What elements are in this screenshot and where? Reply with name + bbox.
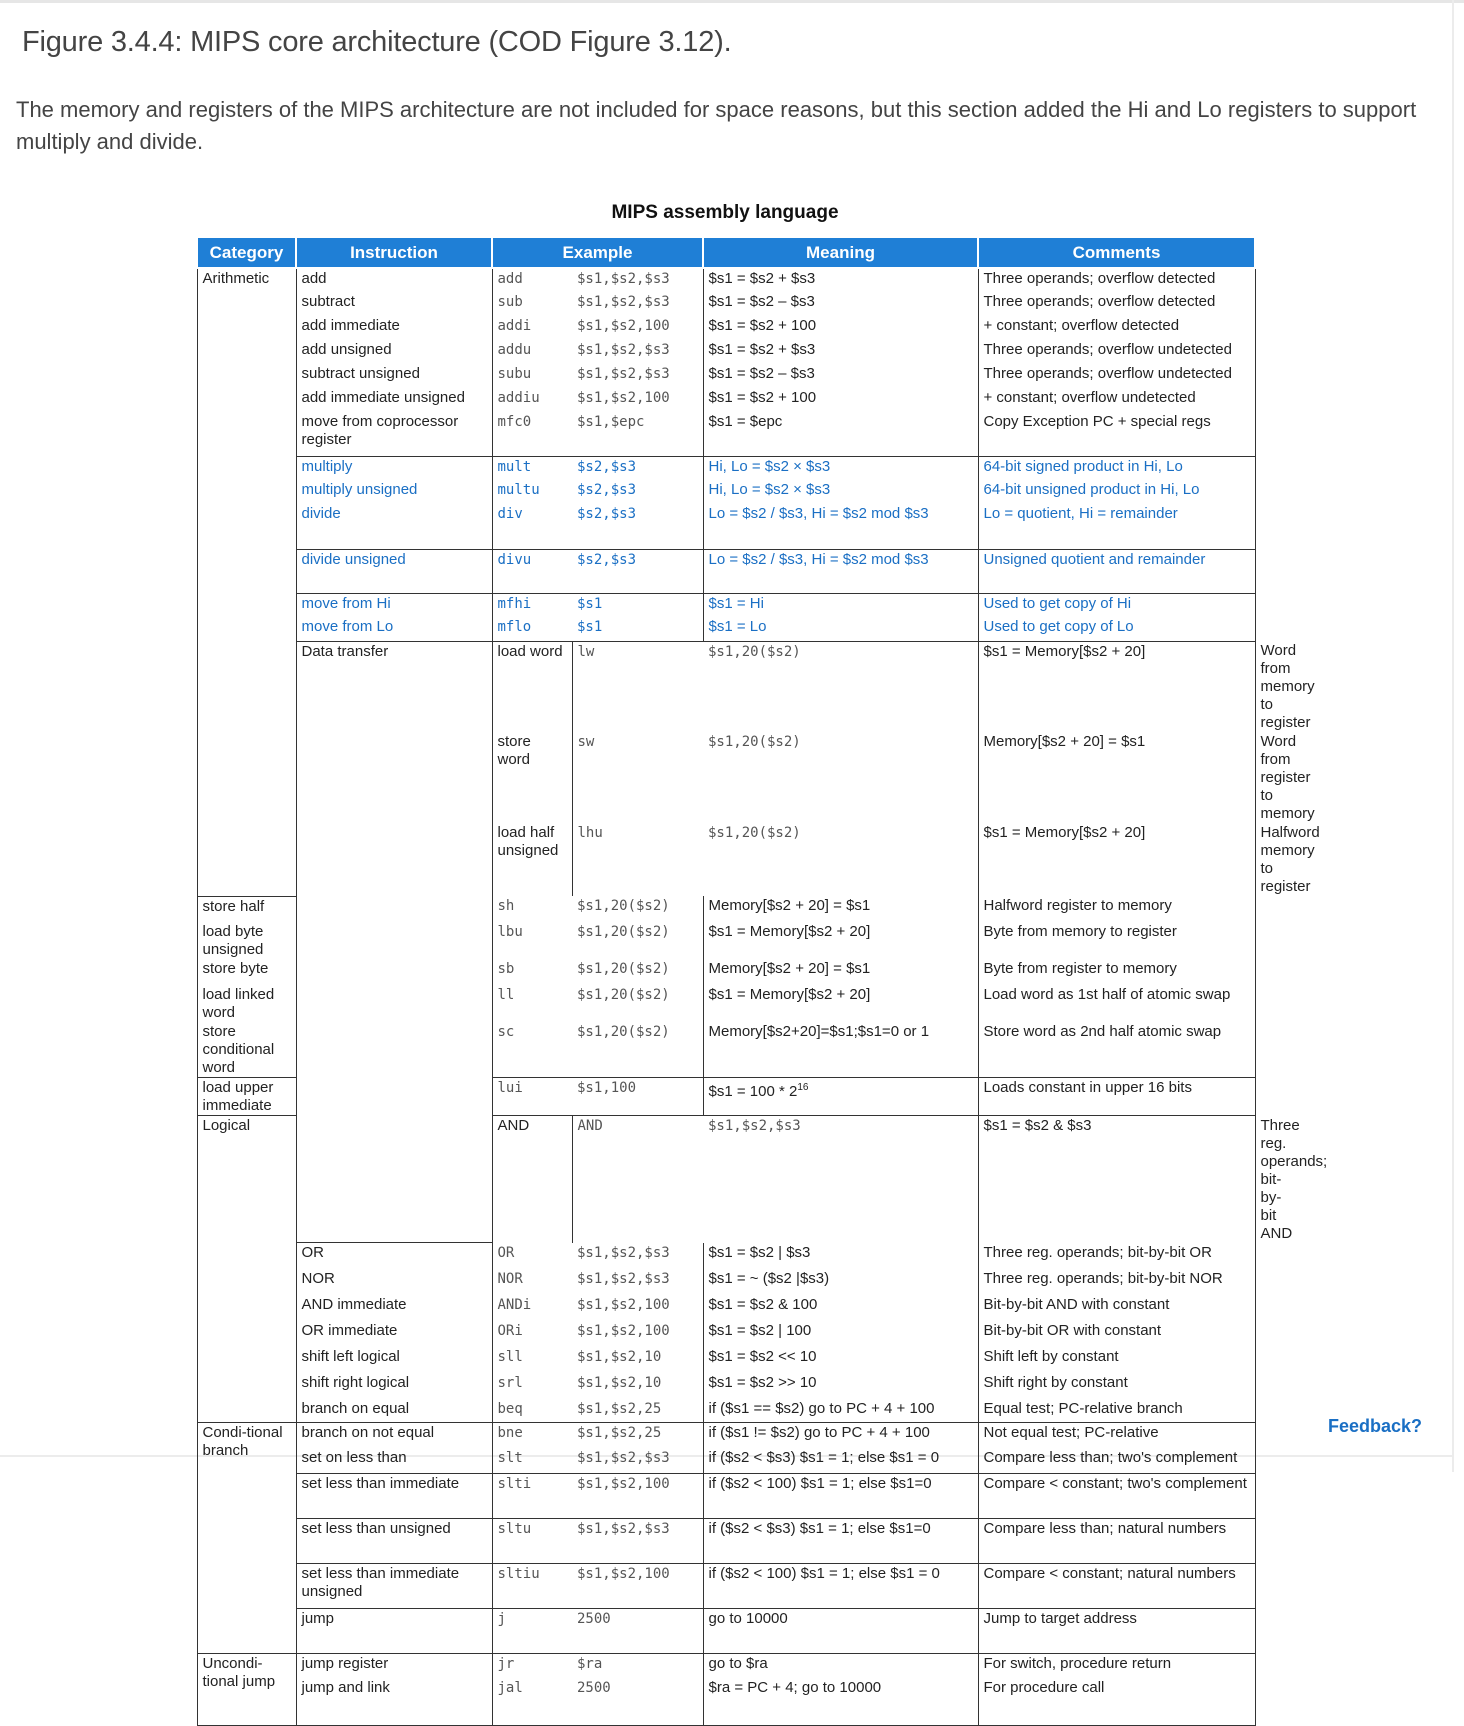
instruction-cell: move from coprocessor register (296, 412, 492, 456)
opcode-cell: ANDi (492, 1295, 572, 1321)
meaning-cell: go to $ra (703, 1654, 978, 1678)
opcode-cell: mflo (492, 617, 572, 641)
mips-table (196, 238, 1328, 1726)
category-cell: Condi-tional branch (197, 1423, 296, 1654)
comment-cell: For procedure call (978, 1678, 1255, 1702)
operands-cell: $s1,$s2,$s3 (572, 1448, 703, 1474)
meaning-cell: $s1 = $s2 – $s3 (703, 364, 978, 388)
table-row (197, 1448, 1255, 1474)
instruction-cell: jump (296, 1609, 492, 1654)
table-row (197, 1243, 1255, 1269)
opcode-cell: j (492, 1609, 572, 1654)
instruction-cell: branch on not equal (296, 1423, 492, 1448)
comment-cell: Copy Exception PC + special regs (978, 412, 1255, 456)
instruction-cell: set less than unsigned (296, 1519, 492, 1564)
meaning-cell: $s1 = Lo (703, 617, 978, 641)
instruction-cell: subtract unsigned (296, 364, 492, 388)
comment-cell: Compare less than; natural numbers (978, 1519, 1255, 1564)
instruction-cell: add (296, 268, 492, 292)
table-row (197, 1269, 1255, 1295)
comment-cell: Compare < constant; two's complement (978, 1474, 1255, 1519)
operands-cell: $s1,20($s2) (577, 961, 670, 977)
meaning-cell: $s1 = Memory[$s2 + 20] (703, 922, 978, 959)
table-row (197, 340, 1255, 364)
instruction-cell: set on less than (296, 1448, 492, 1474)
meaning-cell: if ($s2 < $s3) $s1 = 1; else $s1 = 0 (703, 1448, 978, 1474)
category-cell: Arithmetic (197, 268, 296, 896)
opcode-cell: multu (492, 480, 572, 504)
operands-cell: $s1,$s2,$s3 (572, 268, 703, 292)
opcode-cell: jr (492, 1654, 572, 1678)
operands-cell: $s1 (572, 617, 703, 641)
opcode-cell: slti (492, 1474, 572, 1519)
meaning-cell: Lo = $s2 / $s3, Hi = $s2 mod $s3 (703, 549, 978, 593)
instruction-cell: move from Lo (296, 617, 492, 641)
operands-cell: $s1,$s2,$s3 (577, 342, 670, 358)
operands-cell: $s1,$s2,$s3 (577, 1270, 670, 1287)
comment-cell: + constant; overflow detected (978, 316, 1255, 340)
opcode-cell: mfhi (492, 593, 572, 617)
operands-cell: $s2,$s3 (572, 549, 703, 593)
meaning-cell: $s1 = $s2 | $s3 (703, 1243, 978, 1269)
operands-cell: $s1,20($s2) (577, 924, 670, 940)
meaning-cell: $s1 = $s2 + 100 (703, 316, 978, 340)
meaning-cell: $s1 = $s2 – $s3 (703, 292, 978, 316)
instruction-cell: load half unsigned (492, 823, 572, 896)
instruction-cell: AND (492, 1116, 572, 1243)
comment-cell: Compare less than; two's complement (978, 1448, 1255, 1474)
meaning-cell: $s1 = $s2 | 100 (703, 1321, 978, 1347)
header-meaning: Meaning (703, 238, 978, 268)
table-title: MIPS assembly language (611, 202, 839, 223)
instruction-cell: add unsigned (296, 340, 492, 364)
instruction-cell: store word (492, 732, 572, 823)
meaning-cell: Memory[$s2 + 20] = $s1 (703, 896, 978, 922)
header-instruction: Instruction (296, 238, 492, 268)
meaning-cell: $ra = PC + 4; go to 10000 (703, 1678, 978, 1702)
opcode-cell: div (492, 504, 572, 549)
meaning-cell: $s1 = $s2 << 10 (703, 1347, 978, 1373)
comment-cell: Byte from memory to register (978, 922, 1255, 959)
table-row (197, 388, 1255, 412)
operands-cell: $s1,20($s2) (577, 987, 670, 1003)
comment-cell: Load word as 1st half of atomic swap (978, 985, 1255, 1022)
comment-cell: Loads constant in upper 16 bits (978, 1078, 1255, 1116)
table-row (197, 1347, 1255, 1373)
comment-cell: Not equal test; PC-relative (978, 1423, 1255, 1448)
operands-cell: $s1,$epc (572, 412, 703, 456)
table-row (197, 1654, 1255, 1678)
opcode-cell: addi (492, 316, 572, 340)
opcode-cell: NOR (492, 1269, 572, 1295)
meaning-cell: $s1 = ~ ($s2 |$s3) (703, 1269, 978, 1295)
meaning-cell: $s1 = $s2 + $s3 (703, 340, 978, 364)
meaning-cell: $s1 = $s2 & $s3 (978, 1116, 1255, 1243)
top-border (0, 0, 1464, 3)
meaning-cell: $s1 = $s2 + $s3 (703, 268, 978, 292)
operands-cell: $s1,$s2,$s3 (577, 1244, 670, 1261)
instruction-cell: store byte (197, 959, 296, 985)
meaning-cell: $s1 = $100 * 2^{16}$ (703, 1078, 978, 1116)
opcode-cell: lw (572, 641, 703, 732)
operands-cell: 2500 (577, 1679, 611, 1696)
opcode-cell: ll (492, 985, 572, 1022)
meaning-cell: Lo = $s2 / $s3, Hi = $s2 mod $s3 (703, 504, 978, 549)
opcode-cell: divu (492, 549, 572, 593)
comment-cell: 64-bit signed product in Hi, Lo (978, 456, 1255, 480)
instruction-cell: load linked word (197, 985, 296, 1022)
operands-cell: $s2,$s3 (577, 458, 637, 475)
table-row (197, 1702, 1255, 1726)
table-row (197, 1295, 1255, 1321)
table-row: Logical AND AND $s1,$s2,$s3 $s1 = $s2 & $s3 Three reg. operands; bit-by-bit AND (197, 1116, 1255, 1243)
opcode-cell: sltiu (492, 1564, 572, 1609)
operands-cell: $s1,$s2,25 (577, 1425, 662, 1441)
opcode-cell: AND (572, 1116, 703, 1243)
meaning-cell: $s1 = $s2 >> 10 (703, 1373, 978, 1399)
comment-cell: Jump to target address (978, 1609, 1255, 1654)
table-row (197, 1399, 1255, 1423)
instruction-cell: add immediate unsigned (296, 388, 492, 412)
opcode-cell: lhu (572, 823, 703, 896)
instruction-cell: jump register (296, 1654, 492, 1678)
meaning-cell: if ($s2 < 100) $s1 = 1; else $s1=0 (703, 1474, 978, 1519)
operands-cell: $s2,$s3 (572, 504, 703, 549)
opcode-cell (492, 1702, 572, 1726)
meaning-cell: Memory[$s2 + 20] = $s1 (978, 732, 1255, 823)
comment-cell: Used to get copy of Hi (978, 593, 1255, 617)
opcode-cell: bne (492, 1423, 572, 1448)
comment-cell: + constant; overflow undetected (978, 388, 1255, 412)
table-row (197, 268, 1255, 292)
operands-cell: $s1,100 (572, 1078, 703, 1116)
opcode-cell: sc (492, 1022, 572, 1078)
meaning-cell: if ($s2 < $s3) $s1 = 1; else $s1=0 (703, 1519, 978, 1564)
opcode-cell: sh (492, 896, 572, 922)
comment-cell: Bit-by-bit OR with constant (978, 1321, 1255, 1347)
operands-cell: $s1,20($s2) (708, 734, 801, 750)
operands-cell: $s1,$s2,100 (577, 1296, 670, 1313)
operands-cell (572, 1702, 703, 1726)
table-row (197, 364, 1255, 388)
category-cell: Data transfer (296, 641, 492, 1243)
table-row (197, 593, 1255, 617)
table-row (197, 1609, 1255, 1654)
meaning-cell: if ($s1 != $s2) go to PC + 4 + 100 (703, 1423, 978, 1448)
meaning-cell: Hi, Lo = $s2 × $s3 (703, 480, 978, 504)
opcode-cell: sll (492, 1347, 572, 1373)
opcode-cell: sltu (492, 1519, 572, 1564)
comment-cell: Bit-by-bit AND with constant (978, 1295, 1255, 1321)
instruction-cell (296, 1702, 492, 1726)
comment-cell: 64-bit unsigned product in Hi, Lo (978, 480, 1255, 504)
table-row (197, 1519, 1255, 1564)
comment-cell: Three operands; overflow undetected (978, 340, 1255, 364)
meaning-cell: Memory[$s2+20]=$s1;$s1=0 or 1 (703, 1022, 978, 1078)
comment-cell: Lo = quotient, Hi = remainder (978, 504, 1255, 549)
opcode-cell: slt (492, 1448, 572, 1474)
meaning-cell: $s1 = $epc (703, 412, 978, 456)
comment-cell: Three reg. operands; bit-by-bit NOR (978, 1269, 1255, 1295)
meaning-cell: if ($s2 < 100) $s1 = 1; else $s1 = 0 (703, 1564, 978, 1609)
comment-cell: Three operands; overflow detected (978, 268, 1255, 292)
meaning-cell: if ($s1 == $s2) go to PC + 4 + 100 (703, 1399, 978, 1423)
table-row (197, 292, 1255, 316)
instruction-cell: move from Hi (296, 593, 492, 617)
meaning-cell: $s1 = Hi (703, 593, 978, 617)
opcode-cell: jal (492, 1678, 572, 1702)
meaning-cell: $s1 = $s2 & 100 (703, 1295, 978, 1321)
table-row: store word sw $s1,20($s2) Memory[$s2 + 20] = $s1 Word from register to memory (197, 732, 1255, 823)
instruction-cell: load word (492, 641, 572, 732)
figure-title: Figure 3.4.4: MIPS core architecture (COD Figure 3.12). (22, 26, 732, 58)
meaning-cell: $s1 = Memory[$s2 + 20] (978, 823, 1255, 896)
opcode-cell: subu (492, 364, 572, 388)
table-row (197, 549, 1255, 593)
opcode-cell: sb (492, 959, 572, 985)
operands-cell: $s1,$s2,10 (577, 1348, 662, 1365)
operands-cell: $s1,$s2,$s3 (577, 294, 670, 310)
opcode-cell: lui (492, 1078, 572, 1116)
header-category: Category (197, 238, 296, 268)
instruction-cell: subtract (296, 292, 492, 316)
meaning-cell: Memory[$s2 + 20] = $s1 (703, 959, 978, 985)
instruction-cell: AND immediate (296, 1295, 492, 1321)
operands-cell: $s1,$s2,$s3 (577, 366, 670, 382)
comment-cell: Byte from register to memory (978, 959, 1255, 985)
comment-cell: Three operands; overflow detected (978, 292, 1255, 316)
comment-cell: Compare < constant; natural numbers (978, 1564, 1255, 1609)
operands-cell: $s1,$s2,100 (572, 1564, 703, 1609)
operands-cell: $s1,20($s2) (708, 825, 801, 841)
comment-cell: Three operands; overflow undetected (978, 364, 1255, 388)
operands-cell: $s1,20($s2) (572, 1022, 703, 1078)
instruction-cell: multiply (296, 456, 492, 480)
comment-cell: Store word as 2nd half atomic swap (978, 1022, 1255, 1078)
comment-cell: Unsigned quotient and remainder (978, 549, 1255, 593)
comment-cell: Shift left by constant (978, 1347, 1255, 1373)
table-row (197, 480, 1255, 504)
operands-cell: $s1,$s2,25 (572, 1399, 703, 1423)
operands-cell: $s1,$s2,100 (577, 318, 670, 334)
meaning-cell: $s1 = Memory[$s2 + 20] (703, 985, 978, 1022)
instruction-cell: OR (296, 1243, 492, 1269)
instruction-cell: set less than immediate unsigned (296, 1564, 492, 1609)
right-border (1452, 0, 1454, 1472)
comment-cell (978, 1702, 1255, 1726)
exponent: 16 (797, 1082, 809, 1093)
meaning-cell (703, 1702, 978, 1726)
category-cell: Logical (197, 1116, 296, 1423)
instruction-cell: load upper immediate (197, 1078, 296, 1116)
instruction-cell: divide unsigned (296, 549, 492, 593)
feedback-link[interactable]: Feedback? (1328, 1416, 1423, 1436)
instruction-cell: store half (197, 896, 296, 922)
comment-cell: Equal test; PC-relative branch (978, 1399, 1255, 1423)
meaning-cell: Hi, Lo = $s2 × $s3 (703, 456, 978, 480)
table-row: Data transfer load word lw $s1,20($s2) $s1 = Memory[$s2 + 20] Word from memory to register (197, 641, 1255, 732)
header-comments: Comments (978, 238, 1255, 268)
meaning-cell: $s1 = $s2 + 100 (703, 388, 978, 412)
table-row (197, 456, 1255, 480)
instruction-cell: NOR (296, 1269, 492, 1295)
operands-cell: $s1,$s2,$s3 (572, 1519, 703, 1564)
operands-cell: $s1,$s2,100 (577, 1322, 670, 1339)
header-example: Example (492, 238, 703, 268)
table-row (197, 1678, 1255, 1702)
opcode-cell: add (492, 268, 572, 292)
operands-cell: $s2,$s3 (577, 482, 637, 498)
operands-cell: 2500 (572, 1609, 703, 1654)
table-row (197, 504, 1255, 549)
comment-cell: Halfword register to memory (978, 896, 1255, 922)
table-row (197, 1321, 1255, 1347)
instruction-cell: shift right logical (296, 1373, 492, 1399)
category-cell: Uncondi-tional jump (197, 1654, 296, 1726)
operands-cell: $s1,20($s2) (708, 643, 801, 660)
figure-caption: The memory and registers of the MIPS architecture are not included for space reasons, but this section added the Hi and Lo registers to support multiply and divide. (16, 97, 1417, 154)
opcode-cell: addu (492, 340, 572, 364)
instruction-cell: multiply unsigned (296, 480, 492, 504)
operands-cell: $ra (577, 1656, 603, 1672)
instruction-cell: divide (296, 504, 492, 549)
instruction-cell: load byte unsigned (197, 922, 296, 959)
table-row (197, 1564, 1255, 1609)
opcode-cell: OR (492, 1243, 572, 1269)
operands-cell: $s1,$s2,$s3 (708, 1118, 801, 1134)
opcode-cell: ORi (492, 1321, 572, 1347)
operands-cell: $s1 (577, 595, 603, 612)
instruction-cell: store conditional word (197, 1022, 296, 1078)
table-body (197, 268, 1328, 1726)
comment-cell: For switch, procedure return (978, 1654, 1255, 1678)
table-row (197, 1373, 1255, 1399)
instruction-cell: shift left logical (296, 1347, 492, 1373)
opcode-cell: lbu (492, 922, 572, 959)
opcode-cell: mult (492, 456, 572, 480)
table-row (197, 316, 1255, 340)
instruction-cell: jump and link (296, 1678, 492, 1702)
instruction-cell: OR immediate (296, 1321, 492, 1347)
operands-cell: $s1,$s2,100 (577, 390, 670, 406)
opcode-cell: addiu (492, 388, 572, 412)
meaning-cell: $s1 = Memory[$s2 + 20] (978, 641, 1255, 732)
operands-cell: $s1,$s2,100 (572, 1474, 703, 1519)
instruction-cell: add immediate (296, 316, 492, 340)
instruction-cell: set less than immediate (296, 1474, 492, 1519)
opcode-cell: sw (572, 732, 703, 823)
operands-cell: $s1,$s2,10 (577, 1374, 662, 1391)
opcode-cell: beq (492, 1399, 572, 1423)
meaning-cell: go to 10000 (703, 1609, 978, 1654)
comment-cell: Used to get copy of Lo (978, 617, 1255, 641)
header-row (197, 238, 1255, 268)
table-row (197, 412, 1255, 456)
table-row (197, 1423, 1255, 1448)
comment-cell: Three reg. operands; bit-by-bit OR (978, 1243, 1255, 1269)
opcode-cell: sub (492, 292, 572, 316)
table-row (197, 1474, 1255, 1519)
opcode-cell: srl (492, 1373, 572, 1399)
instruction-cell: branch on equal (296, 1399, 492, 1423)
opcode-cell: mfc0 (492, 412, 572, 456)
table-row (197, 617, 1255, 641)
table-row: load half unsigned lhu $s1,20($s2) $s1 = Memory[$s2 + 20] Halfword memory to register (197, 823, 1255, 896)
operands-cell: $s1,20($s2) (577, 898, 670, 914)
comment-cell: Shift right by constant (978, 1373, 1255, 1399)
